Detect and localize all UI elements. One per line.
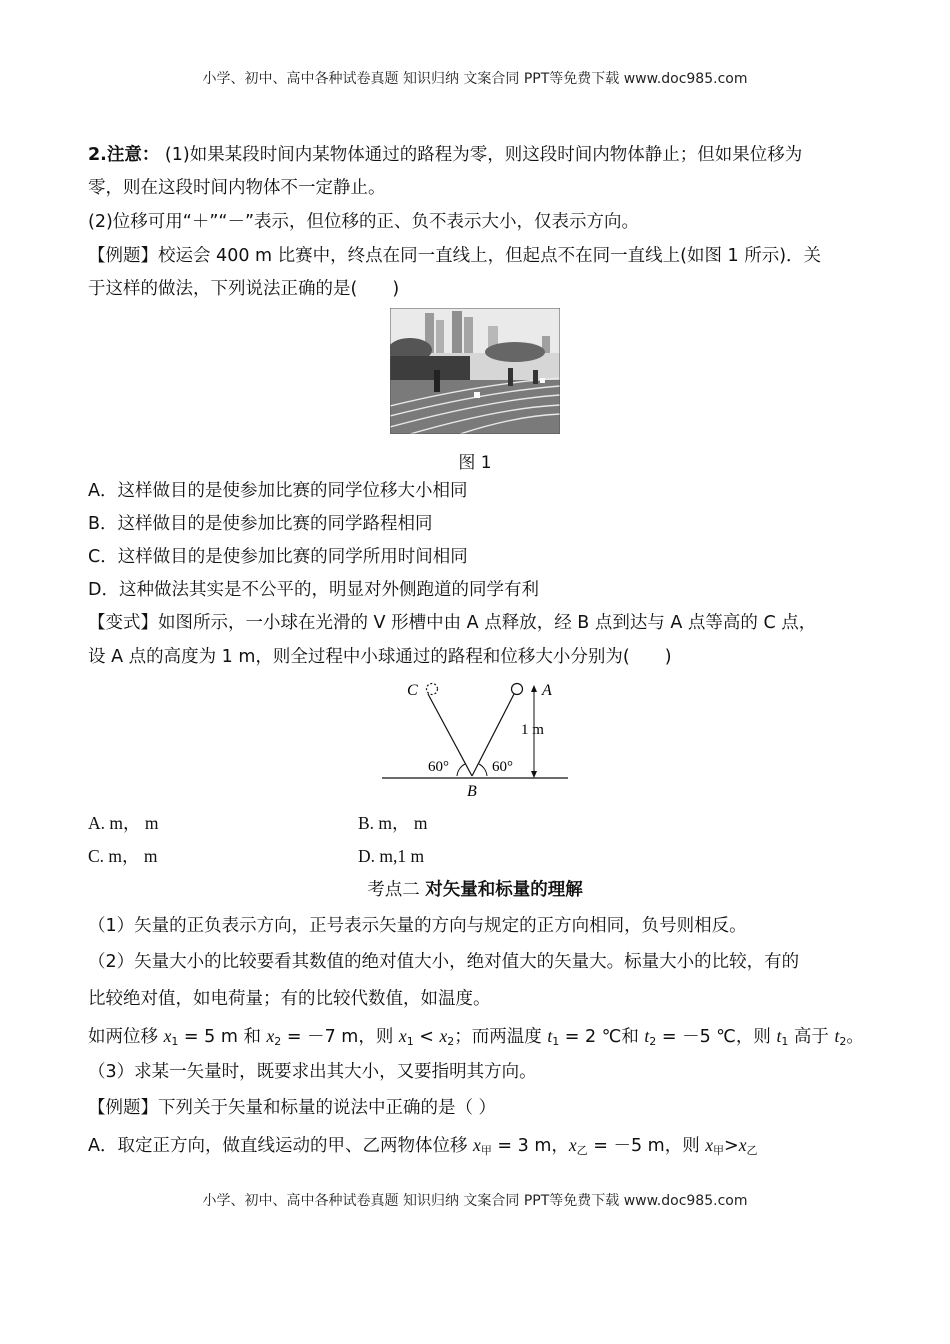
label-a: A (542, 682, 552, 699)
ball-a (512, 684, 523, 695)
cmp-text: = －7 m，则 (281, 1027, 399, 1047)
cmp-var: x (398, 1026, 407, 1046)
cmp-text: = 2 ℃和 (559, 1027, 645, 1047)
opt-text: A．取定正方向，做直线运动的甲、乙两物体位移 (88, 1136, 474, 1156)
example1-option-c: C．这样做目的是使参加比赛的同学所用时间相同 (88, 547, 468, 567)
opt-var: x (705, 1135, 714, 1155)
cmp-var: x (266, 1026, 275, 1046)
angle-right-label: 60° (492, 759, 513, 775)
cmp-sub: 1 (552, 1035, 560, 1048)
cmp-var: t (776, 1026, 782, 1046)
section2-title-prefix: 考点二 (367, 880, 426, 900)
variant-stem-1: 【变式】如图所示，一小球在光滑的 V 形槽中由 A 点释放，经 B 点到达与 A 点等高的 C 点， (88, 613, 817, 633)
angle-left-label: 60° (428, 759, 449, 775)
angle-arc-right (479, 764, 487, 776)
cmp-var: x (439, 1026, 448, 1046)
cmp-sub: 2 (839, 1035, 847, 1048)
example1-option-b: B．这样做目的是使参加比赛的同学路程相同 (88, 514, 433, 534)
opt-sub: 甲 (480, 1144, 492, 1157)
section2-example-stem: 【例题】下列关于矢量和标量的说法中正确的是（ ） (88, 1098, 497, 1118)
height-arrow-down (531, 771, 537, 778)
section2-point-3: （3）求某一矢量时，既要求出其大小，又要指明其方向。 (88, 1062, 537, 1082)
cmp-var: t (644, 1026, 650, 1046)
v-groove-svg (380, 676, 570, 806)
height-arrow-up (531, 685, 537, 692)
cmp-text: ；而两温度 (454, 1027, 548, 1047)
cmp-sub: 1 (781, 1035, 789, 1048)
track-photo (390, 308, 560, 434)
example1-option-a: A．这样做目的是使参加比赛的同学位移大小相同 (88, 481, 468, 501)
cmp-text: 如两位移 (88, 1027, 164, 1047)
page-footer: 小学、初中、高中各种试卷真题 知识归纳 文案合同 PPT等免费下载 www.doc985.com (202, 1193, 748, 1209)
note-line-2: 零，则在这段时间内物体不一定静止。 (88, 178, 386, 198)
cmp-text: = 5 m 和 (178, 1027, 267, 1047)
opt-text: = －5 m，则 (587, 1136, 706, 1156)
cmp-sub: 2 (649, 1035, 657, 1048)
opt-var: x (738, 1135, 747, 1155)
variant-stem-2: 设 A 点的高度为 1 m，则全过程中小球通过的路程和位移大小分别为( ) (88, 647, 672, 667)
ball-c-ghost (427, 684, 438, 695)
figure-1-caption: 图 1 (458, 453, 492, 473)
cmp-text: < (413, 1027, 440, 1047)
variant-option-b: B. m， m (358, 813, 428, 833)
variant-option-d: D. m,1 m (358, 846, 425, 866)
height-label: 1 m (521, 722, 544, 738)
opt-var: x (473, 1135, 481, 1155)
section2-title-bold: 对矢量和标量的理解 (425, 880, 583, 900)
section2-title (0, 878, 950, 902)
cmp-sub: 1 (406, 1035, 414, 1048)
cmp-text: 。 (846, 1027, 864, 1047)
cmp-text: = －5 ℃，则 (656, 1027, 777, 1047)
cmp-sub: 1 (171, 1035, 179, 1048)
section2-point-2b: 比较绝对值，如电荷量；有的比较代数值，如温度。 (88, 989, 491, 1009)
v-groove-diagram (380, 676, 570, 806)
example1-stem-2: 于这样的做法，下列说法正确的是( ) (88, 279, 400, 299)
cmp-var: t (547, 1026, 553, 1046)
angle-arc-left (457, 764, 465, 776)
cmp-var: x (163, 1026, 172, 1046)
opt-sub: 乙 (746, 1144, 758, 1157)
opt-text: = 3 m， (491, 1136, 569, 1156)
cmp-var: t (834, 1026, 840, 1046)
label-c: C (407, 682, 418, 699)
section2-point-2a: （2）矢量大小的比较要看其数值的绝对值大小，绝对值大的矢量大。标量大小的比较，有的 (88, 952, 800, 972)
cmp-sub: 2 (447, 1035, 455, 1048)
section2-point-1: （1）矢量的正负表示方向，正号表示矢量的方向与规定的正方向相同，负号则相反。 (88, 916, 747, 936)
opt-var: x (568, 1135, 577, 1155)
cmp-text: 高于 (788, 1027, 835, 1047)
cmp-sub: 2 (274, 1035, 282, 1048)
example1-option-d: D．这种做法其实是不公平的，明显对外侧跑道的同学有利 (88, 580, 539, 600)
section2-example-comparison (88, 1024, 878, 1054)
note-label: 2.注意： (88, 145, 160, 165)
note-text-1: (1)如果某段时间内某物体通过的路程为零，则这段时间内物体静止；但如果位移为 (164, 145, 803, 165)
track-photo-image (390, 308, 560, 434)
variant-option-a: A. m， m (88, 813, 159, 833)
label-b: B (467, 783, 477, 800)
variant-option-c: C. m， m (88, 846, 158, 866)
note-line-1 (88, 143, 878, 167)
page-header: 小学、初中、高中各种试卷真题 知识归纳 文案合同 PPT等免费下载 www.doc985.com (202, 71, 748, 87)
opt-text: > (724, 1136, 739, 1156)
opt-sub: 乙 (576, 1144, 588, 1157)
note-line-3: (2)位移可用“＋”“－”表示，但位移的正、负不表示大小，仅表示方向。 (88, 212, 640, 232)
example1-stem-1: 【例题】校运会 400 m 比赛中，终点在同一直线上，但起点不在同一直线上(如图 1 所示)．关 (88, 246, 822, 266)
section2-option-a (88, 1133, 878, 1163)
opt-sub: 甲 (713, 1144, 725, 1157)
